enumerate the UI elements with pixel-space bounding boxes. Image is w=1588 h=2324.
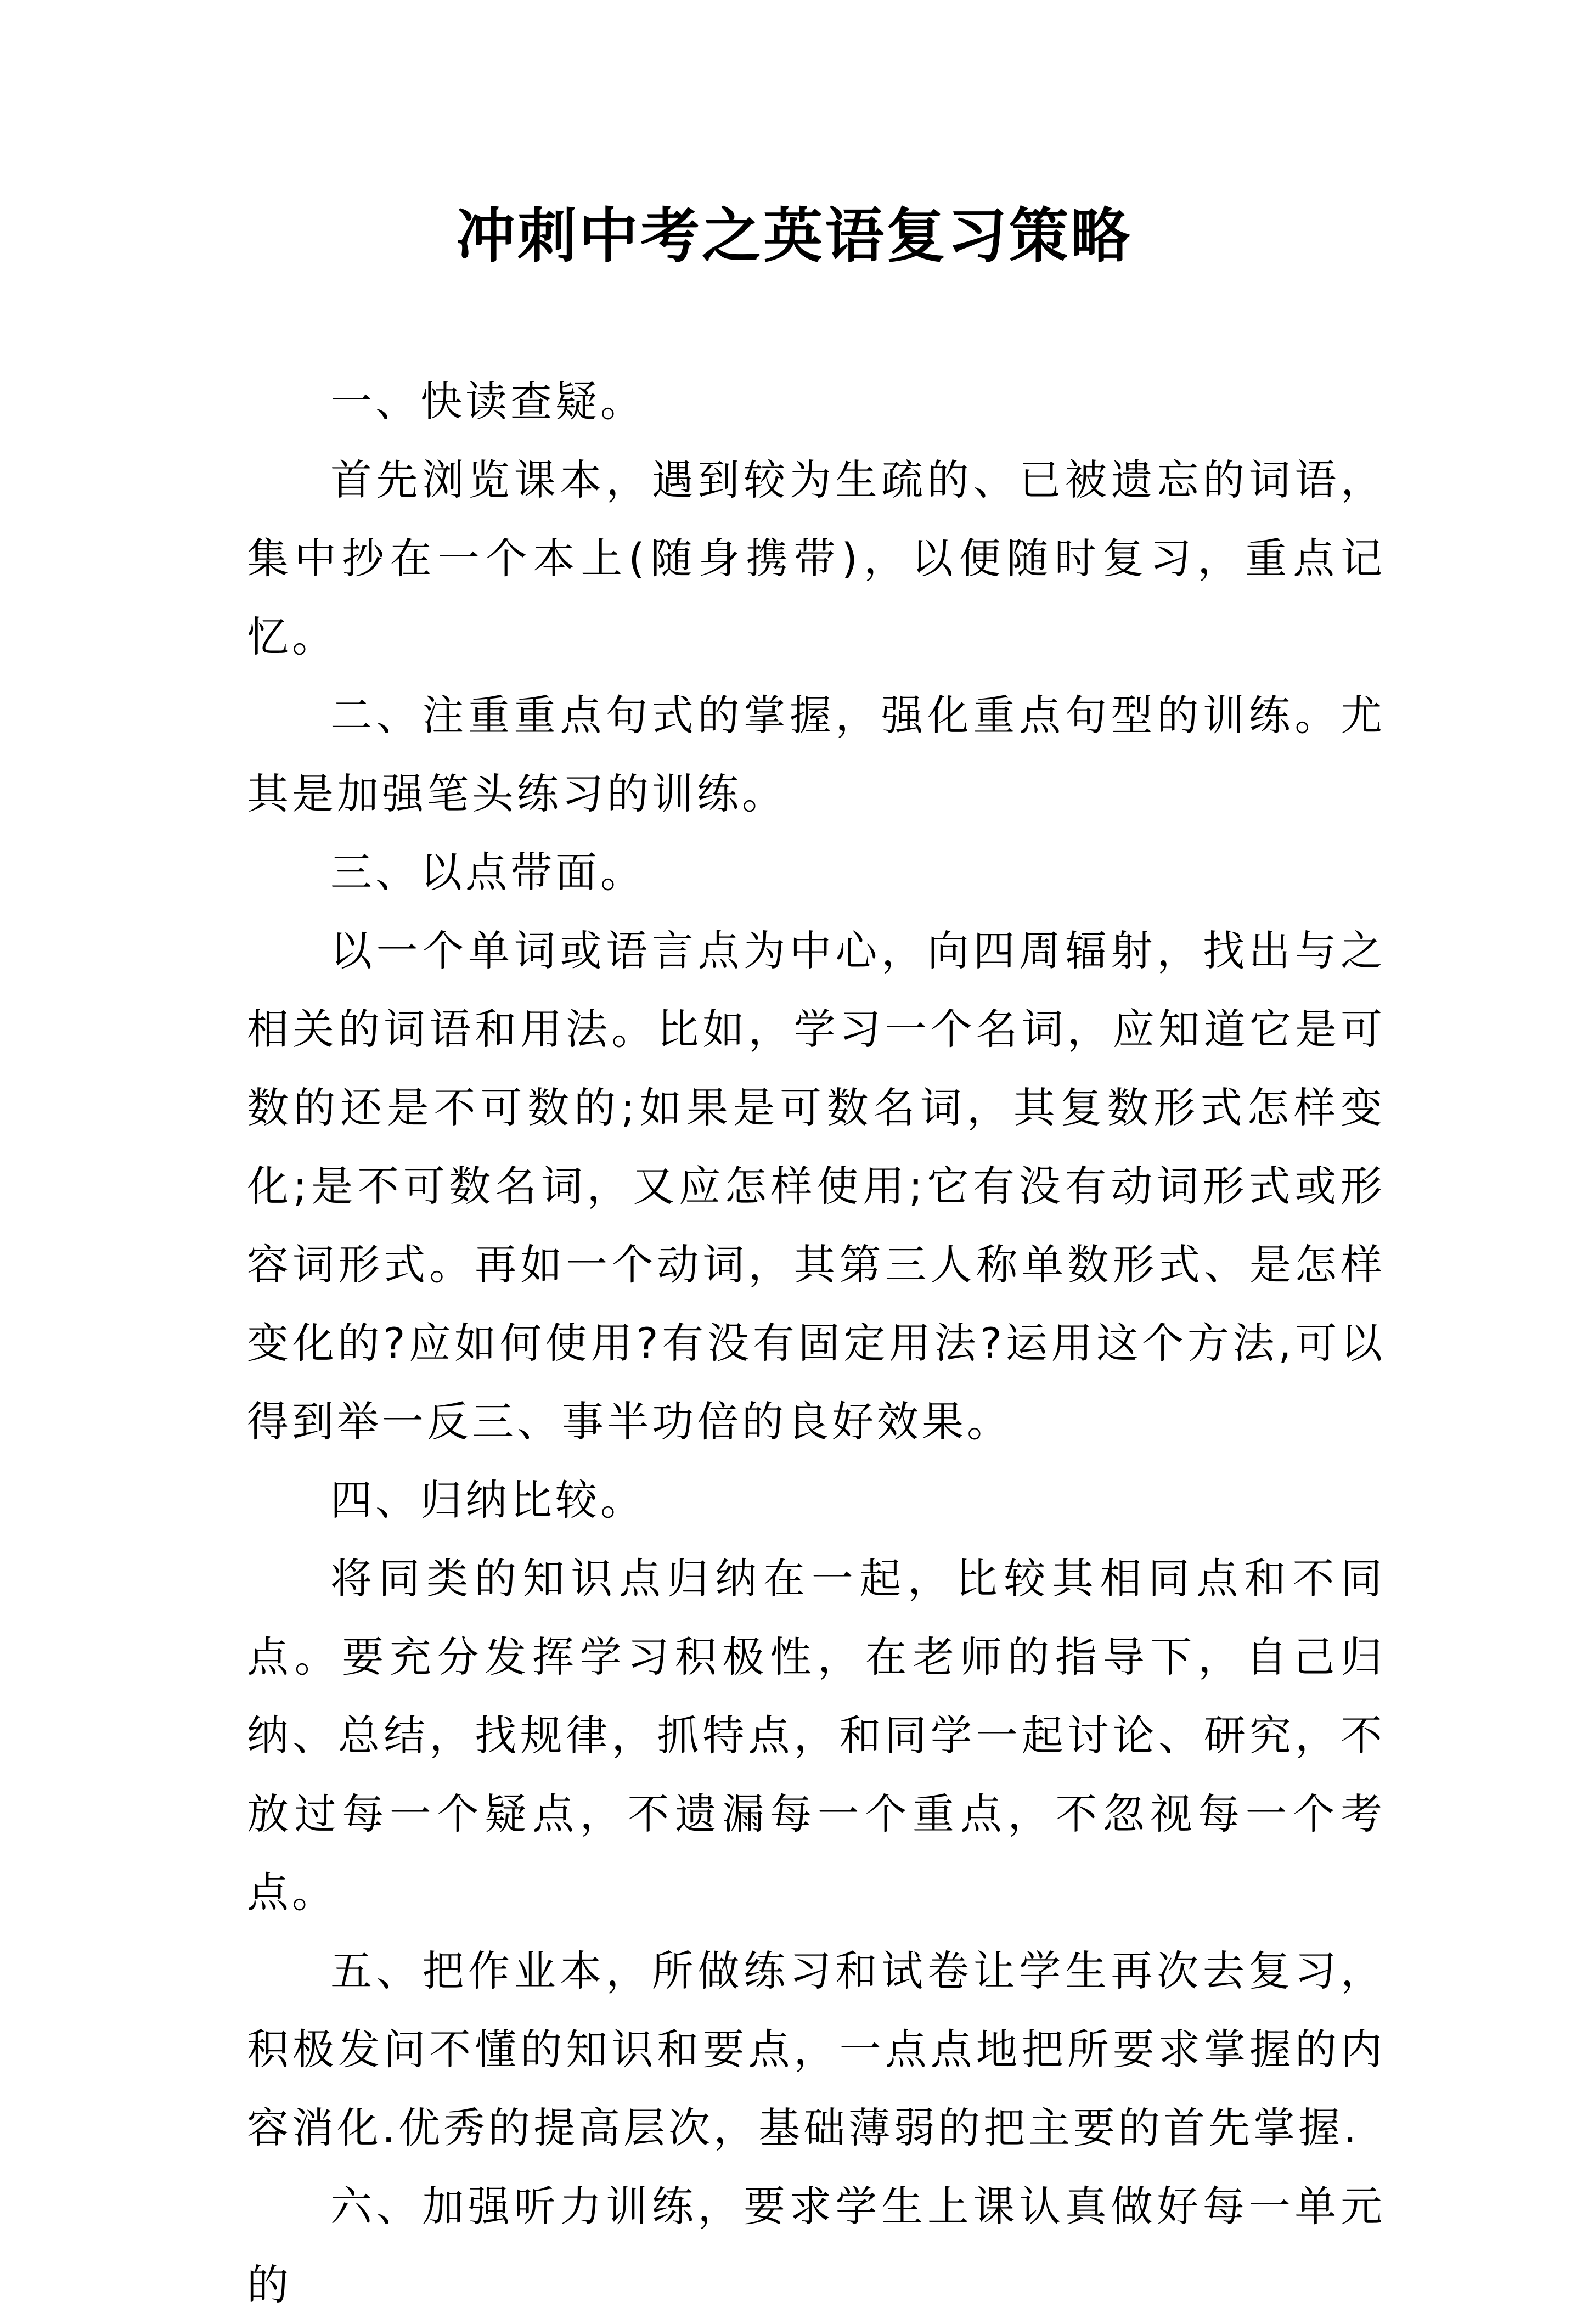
document-title: 冲刺中考之英语复习策略: [455, 201, 1132, 271]
paragraph: 首先浏览课本，遇到较为生疏的、已被遗忘的词语，集中抄在一个本上(随身携带)，以便随时复习，重点记忆。: [247, 455, 1386, 661]
paragraph: 将同类的知识点归纳在一起，比较其相同点和不同点。要充分发挥学习积极性，在老师的指导下，自己归纳、总结，找规律，抓特点，和同学一起讨论、研究，不放过每一个疑点，不遗漏每一个重点，不忽视每一个考点。: [247, 1554, 1386, 1917]
paragraph: 一、快读查疑。: [330, 377, 645, 426]
paragraph: 二、注重重点句式的掌握，强化重点句型的训练。尤其是加强笔头练习的训练。: [247, 691, 1386, 818]
paragraph: 五、把作业本，所做练习和试卷让学生再次去复习，积极发问不懂的知识和要点，一点点地把所要求掌握的内容消化.优秀的提高层次，基础薄弱的把主要的首先掌握.: [247, 1946, 1386, 2152]
paragraph: 四、归纳比较。: [330, 1476, 645, 1524]
paragraph: 三、以点带面。: [330, 848, 645, 897]
paragraph: 以一个单词或语言点为中心，向四周辐射，找出与之相关的词语和用法。比如，学习一个名词，应知道它是可数的还是不可数的;如果是可数名词，其复数形式怎样变化;是不可数名词，又应怎样使用;它有没有动词形式或形容词形式。再如一个动词，其第三人称单数形式、是怎样变化的?应如何使用?有没有固定用法?运用这个方法,可以得到举一反三、事半功倍的良好效果。: [247, 926, 1386, 1446]
document-body: [247, 362, 1386, 2324]
paragraph: 六、加强听力训练，要求学生上课认真做好每一单元的: [247, 2182, 1386, 2309]
